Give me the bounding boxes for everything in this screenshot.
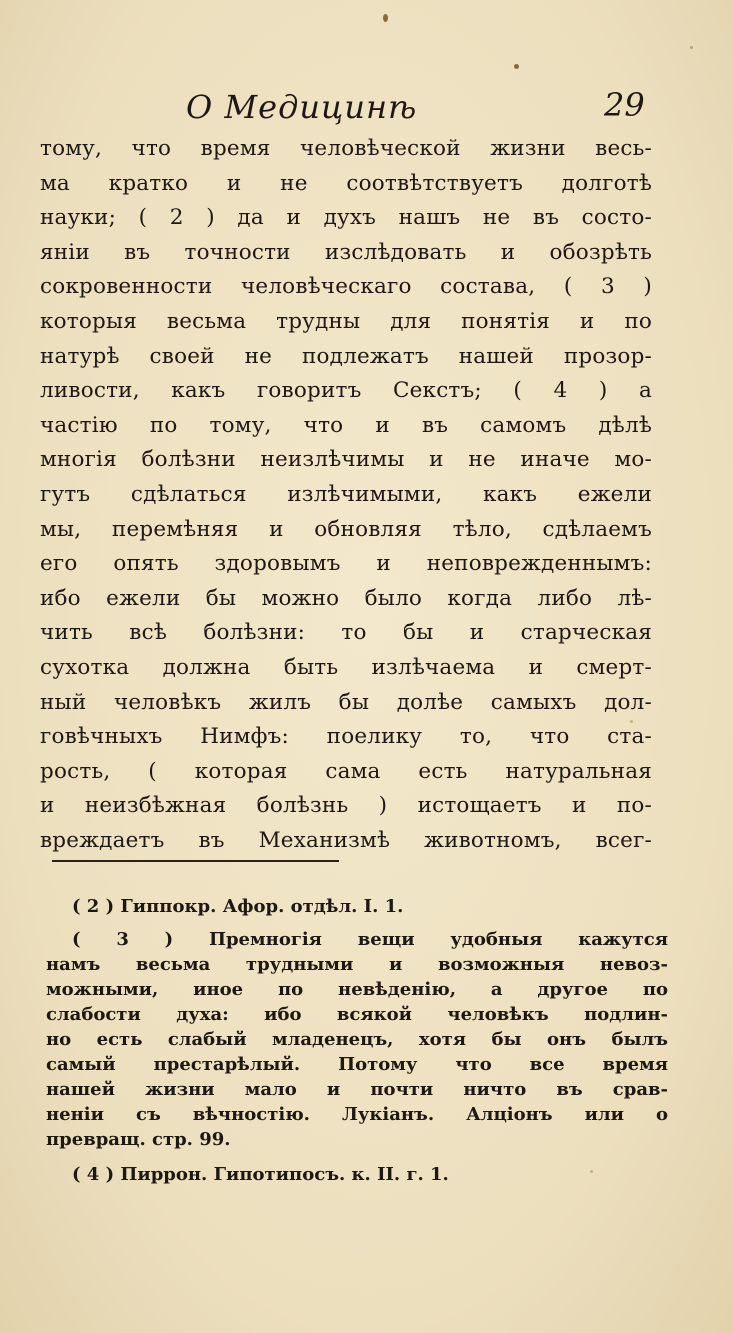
text-line: мы, перемѣняя и обновляя тѣло, сдѣлаемъ <box>40 516 652 542</box>
paper-speck <box>383 14 388 22</box>
footnote-4 <box>46 1162 668 1187</box>
text-line: гутъ сдѣлаться излѣчимыми, какъ ежели <box>40 481 652 507</box>
footnote-line: но есть слабый младенецъ, хотя бы онъ былъ <box>46 1029 668 1050</box>
paper-speck <box>514 64 519 69</box>
footnote-line: неніи съ вѣчностію. Лукіанъ. Алціонъ или о <box>46 1104 668 1125</box>
footnote-line: можными, иное по невѣденію, а другое по <box>46 979 668 1000</box>
text-line: вреждаетъ въ Механизмѣ животномъ, всег- <box>40 827 652 853</box>
footnote-line: ( 4 ) Пиррон. Гипотипосъ. к. II. г. 1. <box>72 1164 449 1185</box>
text-line: ибо ежели бы можно было когда либо лѣ- <box>40 585 652 611</box>
footnote-line: превращ. стр. 99. <box>46 1129 231 1150</box>
page-header <box>0 84 733 134</box>
footnotes <box>46 894 668 1195</box>
text-line: тому, что время человѣческой жизни весь- <box>40 136 652 161</box>
footnote-line: ( 3 ) Премногія вещи удобныя кажутся <box>72 929 668 950</box>
text-line: ма кратко и не соотвѣтствуетъ долготѣ <box>40 170 652 196</box>
running-title: О Медицинѣ <box>186 88 418 126</box>
text-line: частію по тому, что и въ самомъ дѣлѣ <box>40 412 652 438</box>
text-line: его опять здоровымъ и неповрежденнымъ: <box>40 551 652 577</box>
main-text <box>40 132 652 858</box>
footnote-line: намъ весьма трудными и возможныя невоз- <box>46 954 668 975</box>
paper-speck <box>690 46 693 49</box>
text-line: многія болѣзни неизлѣчимы и не иначе мо- <box>40 447 652 473</box>
text-line: говѣчныхъ Нимфъ: поелику то, что ста- <box>40 724 652 750</box>
text-line: чить всѣ болѣзни: то бы и старческая <box>40 620 652 646</box>
page-number: 29 <box>604 86 645 124</box>
text-line: ливости, какъ говоритъ Секстъ; ( 4 ) а <box>40 378 652 404</box>
text-line: сухотка должна быть излѣчаема и смерт- <box>40 654 652 680</box>
text-line: рость, ( которая сама есть натуральная <box>40 758 652 784</box>
footnote-2 <box>46 894 668 919</box>
text-line: которыя весьма трудны для понятія и по <box>40 308 652 334</box>
text-line: ный человѣкъ жилъ бы долѣе самыхъ дол- <box>40 689 652 715</box>
footnote-line: слабости духа: ибо всякой человѣкъ подлин- <box>46 1004 668 1025</box>
footnote-divider <box>52 860 339 862</box>
footnote-line: нашей жизни мало и почти ничто въ срав- <box>46 1079 668 1100</box>
text-line: натурѣ своей не подлежатъ нашей прозор- <box>40 343 652 369</box>
footnote-line: ( 2 ) Гиппокр. Афор. отдѣл. I. 1. <box>72 896 404 917</box>
footnote-line: самый престарѣлый. Потому что все время <box>46 1054 668 1075</box>
text-line: и неизбѣжная болѣзнь ) истощаетъ и по- <box>40 793 652 819</box>
text-line: сокровенности человѣческаго состава, ( 3 ) <box>40 274 652 300</box>
footnote-3 <box>46 927 668 1152</box>
text-line: науки; ( 2 ) да и духъ нашъ не въ состо- <box>40 205 652 231</box>
text-line: яніи въ точности изслѣдовать и обозрѣть <box>40 239 652 265</box>
